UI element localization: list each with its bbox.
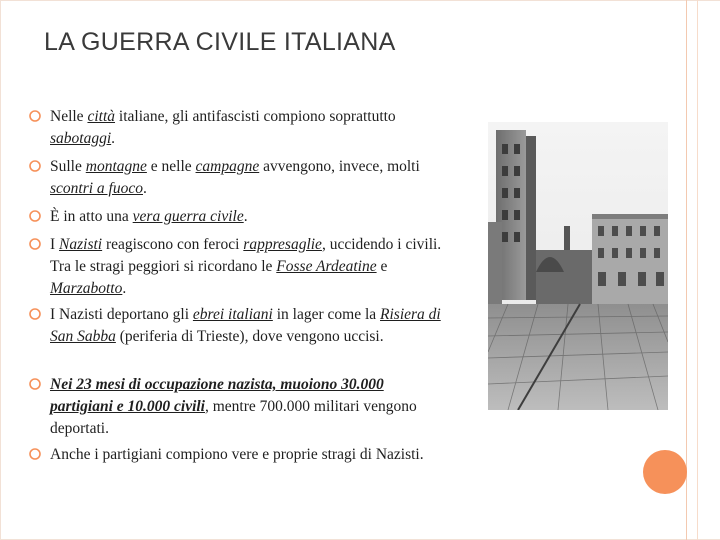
- frame-line-left: [0, 0, 1, 540]
- bullet-text-segment: I Nazisti deportano gli: [50, 306, 193, 323]
- orange-ring-bullet-icon: [28, 159, 42, 173]
- bullet-text: [28, 234, 448, 300]
- bullet-emphasis: scontri a fuoco: [50, 180, 143, 197]
- frame-line-right-outer: [697, 0, 698, 540]
- bullet-text-segment: Anche i partigiani compiono vere e proprie stragi di Nazisti.: [50, 446, 424, 463]
- bullet-emphasis: Risiera di San Sabba: [50, 306, 441, 345]
- bullet-emphasis: città: [87, 108, 116, 125]
- bullet-text: [28, 304, 448, 348]
- bullet-item: [28, 304, 448, 348]
- bullet-text: [28, 106, 448, 150]
- orange-ring-bullet-icon: [28, 447, 42, 461]
- bullet-text-segment: .: [243, 208, 248, 225]
- bullet-text-segment: italiane, gli antifascisti compiono soprattutto: [115, 108, 396, 125]
- bullet-emphasis: ebrei italiani: [192, 306, 273, 323]
- bullet-item: [28, 374, 448, 440]
- orange-ring-bullet-icon: [28, 307, 42, 321]
- bullet-item: [28, 444, 448, 466]
- frame-line-right-inner: [686, 0, 687, 540]
- bullet-text-segment: e: [376, 258, 388, 275]
- bullet-text: [28, 444, 448, 466]
- bullet-text-segment: , mentre 700.000 militari vengono deportati.: [50, 398, 417, 437]
- bullet-emphasis: vera guerra civile: [132, 208, 244, 225]
- bullet-text: [28, 374, 448, 440]
- bullet-emphasis: Nei 23 mesi di occupazione nazista, muoiono 30.000 partigiani e 10.000 civili: [50, 376, 384, 415]
- bullet-text-segment: .: [111, 130, 116, 147]
- bullet-text-segment: in lager come la: [272, 306, 381, 323]
- bullet-emphasis: rappresaglie: [243, 236, 322, 253]
- bullet-text-segment: e nelle: [146, 158, 196, 175]
- bullet-item: [28, 206, 448, 228]
- bullet-text-segment: .: [122, 280, 127, 297]
- slide-title: LA GUERRA CIVILE ITALIANA: [44, 28, 396, 56]
- accent-circle: [643, 450, 687, 494]
- bullet-text-segment: avvengono, invece, molti: [259, 158, 420, 175]
- frame-line-top: [0, 0, 720, 1]
- bullet-text-segment: È in atto una: [50, 208, 133, 225]
- bullet-text-segment: (periferia di Trieste), dove vengono uccisi.: [115, 328, 384, 345]
- bullet-emphasis: Fosse Ardeatine: [276, 258, 377, 275]
- bullet-item: [28, 156, 448, 200]
- bullet-emphasis: sabotaggi: [50, 130, 112, 147]
- bullet-text: [28, 156, 448, 200]
- bullet-text-segment: reagiscono con feroci: [102, 236, 244, 253]
- risiera-di-san-sabba-photo: [488, 122, 668, 410]
- bullet-text-segment: Sulle: [50, 158, 86, 175]
- bullet-emphasis: montagne: [85, 158, 147, 175]
- bullet-emphasis: campagne: [195, 158, 260, 175]
- bullet-emphasis: Nazisti: [59, 236, 103, 253]
- bullet-text: [28, 206, 448, 228]
- orange-ring-bullet-icon: [28, 109, 42, 123]
- bullet-item: [28, 106, 448, 150]
- orange-ring-bullet-icon: [28, 237, 42, 251]
- bullet-item: [28, 234, 448, 300]
- bullet-text-segment: , uccidendo i civili. Tra le stragi peggiori si ricordano le: [50, 236, 442, 275]
- bullet-text-segment: .: [143, 180, 147, 197]
- orange-ring-bullet-icon: [28, 209, 42, 223]
- orange-ring-bullet-icon: [28, 377, 42, 391]
- bullet-text-segment: Nelle: [50, 108, 88, 125]
- bullet-text-segment: I: [50, 236, 60, 253]
- bullet-emphasis: Marzabotto: [50, 280, 123, 297]
